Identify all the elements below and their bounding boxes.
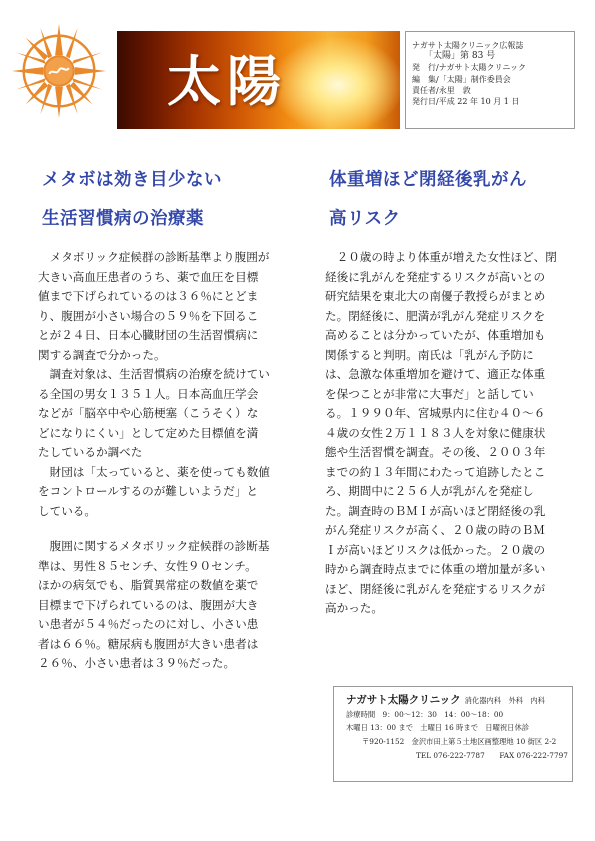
clinic-name: ナガサト太陽クリニック (346, 694, 461, 706)
masthead-editor: 編 集/「太陽」制作委員会 (412, 74, 511, 84)
masthead-box (405, 31, 575, 129)
body-line: 関係すると判明。南氏は「乳がん予防に (325, 347, 534, 362)
body-line: り、腹囲が小さい場合の５９％を下回るこ (38, 308, 259, 323)
body-line: などが「脳卒中や心筋梗塞（こうそく）な (38, 406, 259, 420)
masthead-publication: ナガサト太陽クリニック広報誌 (412, 41, 524, 50)
body-line: ２０歳の時より体重が増えた女性ほど、閉 (325, 250, 557, 264)
body-line: たしているか調べた (38, 445, 143, 459)
left-article-body (38, 248, 290, 674)
body-line: 関する調査で分かった。 (38, 347, 166, 362)
body-line: とが２４日、日本心臓財団の生活習慣病に (38, 328, 259, 342)
body-line: 腹囲に関するメタボリック症候群の診断基 (38, 539, 270, 553)
clinic-info-box (333, 686, 573, 782)
body-line: どになりにくい」として定めた目標値を満 (38, 425, 259, 440)
left-article-heading: メタボは効き目少ない (42, 170, 222, 190)
right-article-subheading: 高リスク (329, 209, 401, 229)
body-line: は、急激な体重増加を避けて、適正な体重 (325, 367, 546, 381)
body-line: い患者が５４％だったのに対し、小さい患 (38, 617, 259, 631)
body-line: メタボリック症候群の診断基準より腹囲が (38, 250, 270, 264)
body-line: 高めることは分かっていたが、体重増加も (325, 328, 546, 342)
body-line: がん発症リスクが高く、２０歳の時のＢＭ (325, 523, 545, 537)
body-line: 目標まで下げられているのは、腹囲が大き (38, 597, 259, 612)
body-line: る全国の男女１３５１人。日本高血圧学会 (38, 386, 259, 401)
clinic-saturday-hours: 木曜日 13：00 まで 土曜日 16 時まで 日曜祝日休診 (346, 723, 530, 733)
sun-logo-icon (10, 22, 108, 120)
body-line: 大きい高血圧患者のうち、薬で血圧を目標 (38, 269, 259, 284)
body-line: 準は、男性８５センチ、女性９０センチ。 (38, 558, 257, 573)
clinic-address: 〒920-1152 金沢市田上第５土地区画整理地 10 街区 2-2 (362, 737, 557, 747)
body-line: をコントロールするのが難しいようだ」と (38, 484, 259, 498)
body-line: 経後に乳がんを発症するリスクが高いとの (325, 269, 546, 284)
right-article-heading: 体重増ほど閉経後乳がん (329, 170, 527, 190)
body-line: 値まで下げられているのは３６％にとどま (38, 289, 259, 303)
body-line: ４歳の女性２万１１８３人を対象に健康状 (325, 425, 546, 440)
left-article-subheading: 生活習慣病の治療薬 (42, 209, 204, 229)
masthead-publisher: 発 行/ナガサト太陽クリニック (412, 63, 527, 73)
body-line: Ｉが高いほどリスクは低かった。２０歳の (325, 542, 546, 557)
paragraph-gap (38, 521, 290, 537)
clinic-fax: FAX 076-222-7797 (499, 750, 568, 760)
body-line: ほかの病気でも、脂質異常症の数値を薬で (38, 578, 259, 592)
masthead-date: 発行日/平成 22 年 10 月 1 日 (412, 97, 520, 107)
body-line: 財団は「太っていると、薬を使っても数値 (38, 464, 270, 479)
body-line: 高かった。 (325, 601, 383, 615)
body-line: を保つことが非常に大事だ」と話してい (325, 386, 534, 401)
body-line: ２６％、小さい患者は３９％だった。 (38, 656, 236, 670)
body-line: た。閉経後に、肥満が乳がん発症リスクを (325, 308, 546, 323)
masthead-responsible: 責任者/永里 敦 (412, 85, 471, 95)
body-line: 者は６６％。糖尿病も腹囲が大きい患者は (38, 636, 259, 651)
banner-title: 太陽 (167, 49, 287, 113)
masthead-issue: 「太陽」第 83 号 (424, 51, 496, 62)
body-line: までの約１３年間にわたって追跡したとこ (325, 464, 546, 479)
body-line: 調査対象は、生活習慣病の治療を続けてい (38, 367, 270, 381)
body-line: 研究結果を東北大の南優子教授らがまとめ (325, 289, 546, 303)
clinic-hours: 診療時間 9：00～12：30 14：00～18：00 (346, 709, 504, 719)
title-banner (117, 31, 400, 129)
body-line: る。１９９０年、宮城県内に住む４０～６ (325, 406, 546, 420)
body-line: ほど、閉経後に乳がんを発症するリスクが (325, 581, 546, 596)
clinic-departments: 消化器内科 外科 内科 (464, 696, 545, 705)
clinic-tel: TEL 076-222-7787 (416, 750, 485, 760)
body-line: た。調査時のＢＭＩが高いほど閉経後の乳 (325, 503, 546, 518)
body-line: 時から調査時点までに体重の増加量が多い (325, 562, 546, 576)
body-line: 態や生活習慣を調査。その後、２００３年 (325, 445, 546, 459)
body-line: している。 (38, 503, 96, 518)
clinic-logo (10, 22, 108, 120)
body-line: ろ、期間中に２５６人が乳がんを発症し (325, 484, 534, 498)
right-article-body (325, 248, 575, 619)
